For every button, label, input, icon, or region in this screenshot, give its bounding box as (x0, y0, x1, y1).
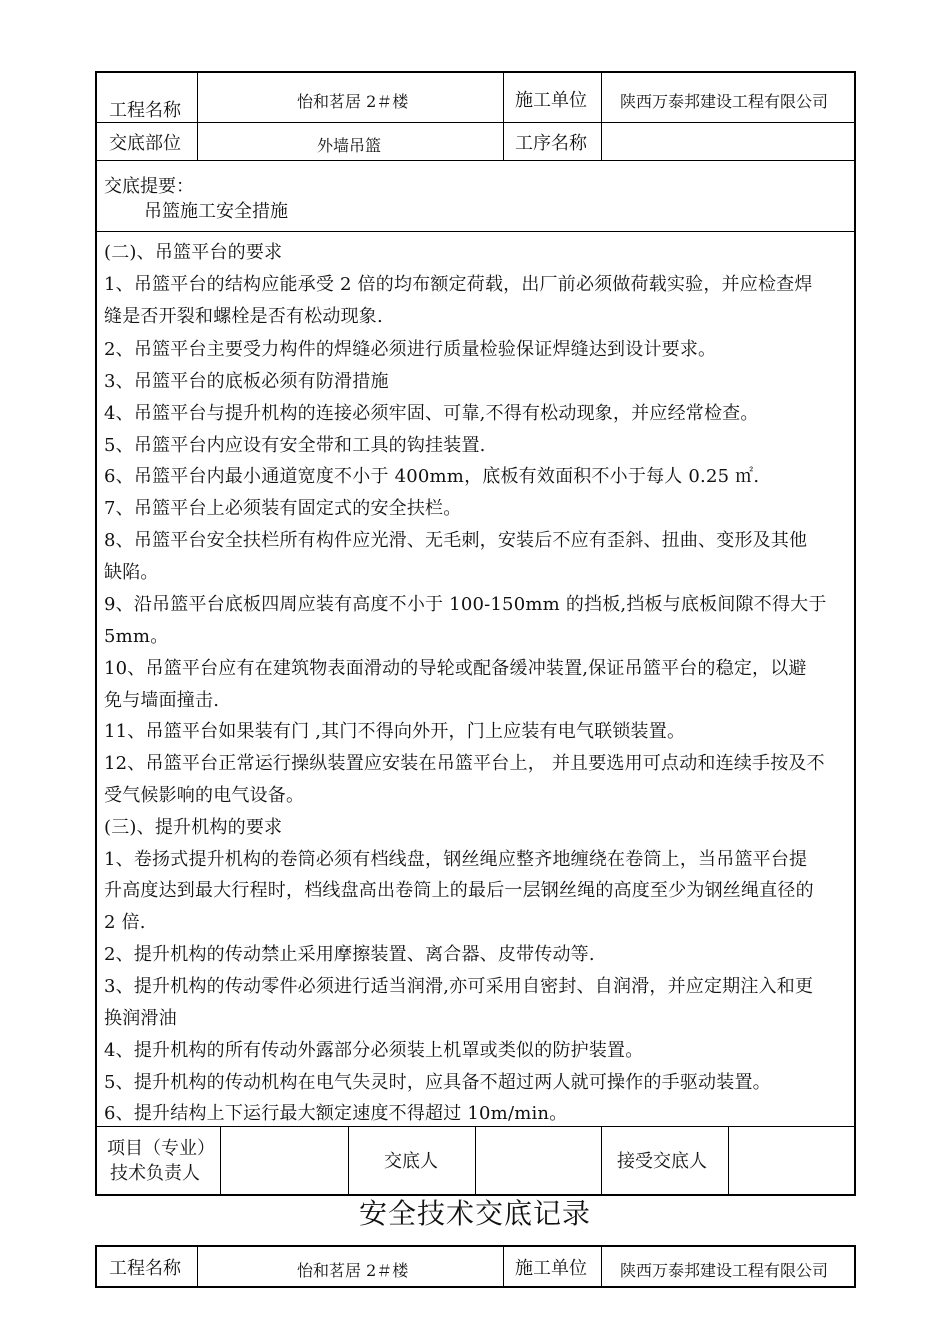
next-project-name-label: 工程名称 (109, 1258, 181, 1279)
content-line: 升高度达到最大行程时，档线盘高出卷筒上的最后一层钢丝绳的高度至少为钢丝绳直径的 (104, 880, 814, 901)
construction-unit-value: 陕西万泰邦建设工程有限公司 (620, 92, 829, 111)
content-line: 1、吊篮平台的结构应能承受 2 倍的均布额定荷载，出厂前必须做荷载实验，并应检查焊 (104, 274, 813, 295)
content-line: 缺陷。 (104, 562, 159, 583)
col-divider (503, 1246, 504, 1287)
content-line: 12、吊篮平台正常运行操纵装置应安装在吊篮平台上， 并且要选用可点动和连续手按及不 (104, 753, 825, 774)
col-divider (601, 1127, 602, 1195)
location-label: 交底部位 (109, 133, 181, 154)
row-divider (96, 122, 855, 123)
content-line: 3、提升机构的传动零件必须进行适当润滑,亦可采用自密封、自润滑，并应定期注入和更 (104, 976, 814, 997)
content-line: 6、吊篮平台内最小通道宽度不小于 400mm，底板有效面积不小于每人 0.25 ㎡. (104, 466, 760, 487)
summary-label: 交底提要： (104, 176, 194, 197)
content-line: 2 倍. (104, 912, 146, 933)
col-divider (475, 1127, 476, 1195)
summary-text: 吊篮施工安全措施 (144, 201, 288, 222)
content-line: 7、吊篮平台上必须装有固定式的安全扶栏。 (104, 498, 462, 519)
content-line: 4、吊篮平台与提升机构的连接必须牢固、可靠,不得有松动现象，并应经常检查。 (104, 403, 759, 424)
col-divider (728, 1127, 729, 1195)
location-value: 外墙吊篮 (317, 136, 382, 155)
page-title: 安全技术交底记录 (358, 1197, 591, 1230)
recipient-label: 接受交底人 (617, 1151, 707, 1172)
content-line: 免与墙面撞击. (104, 690, 220, 711)
col-divider (197, 1246, 198, 1287)
content-line: (二)、吊篮平台的要求 (104, 242, 283, 263)
content-line: 1、卷扬式提升机构的卷筒必须有档线盘，钢丝绳应整齐地缠绕在卷筒上，当吊篮平台提 (104, 849, 808, 870)
content-line: (三)、提升机构的要求 (104, 817, 283, 838)
process-label: 工序名称 (515, 133, 587, 154)
row-divider (96, 231, 855, 232)
col-divider (503, 72, 504, 160)
content-line: 5mm。 (104, 626, 169, 647)
col-divider (348, 1127, 349, 1195)
col-divider (197, 72, 198, 160)
discloser-label: 交底人 (384, 1151, 438, 1172)
next-construction-unit-value: 陕西万泰邦建设工程有限公司 (620, 1261, 829, 1280)
col-divider (220, 1127, 221, 1195)
tech-lead-label-line2: 技术负责人 (110, 1163, 200, 1184)
content-line: 6、提升结构上下运行最大额定速度不得超过 10m/min。 (104, 1103, 568, 1124)
construction-unit-label: 施工单位 (515, 90, 587, 111)
next-construction-unit-label: 施工单位 (515, 1258, 587, 1279)
tech-lead-label-line1: 项目（专业） (107, 1138, 215, 1159)
content-line: 缝是否开裂和螺栓是否有松动现象. (104, 306, 383, 327)
content-line: 2、提升机构的传动禁止采用摩擦装置、离合器、皮带传动等. (104, 944, 595, 965)
content-line: 8、吊篮平台安全扶栏所有构件应光滑、无毛刺，安装后不应有歪斜、扭曲、变形及其他 (104, 530, 808, 551)
content-line: 4、提升机构的所有传动外露部分必须装上机罩或类似的防护装置。 (104, 1040, 644, 1061)
project-name-value: 怡和茗居 2＃楼 (297, 92, 409, 111)
content-line: 2、吊篮平台主要受力构件的焊缝必须进行质量检验保证焊缝达到设计要求。 (104, 339, 717, 360)
col-divider (601, 72, 602, 160)
content-line: 5、吊篮平台内应设有安全带和工具的钩挂装置. (104, 435, 486, 456)
next-project-name-value: 怡和茗居 2＃楼 (297, 1261, 409, 1280)
content-line: 10、吊篮平台应有在建筑物表面滑动的导轮或配备缓冲装置,保证吊篮平台的稳定，以避 (104, 658, 807, 679)
project-name-label: 工程名称 (109, 100, 181, 121)
row-divider (96, 160, 855, 161)
content-line: 9、沿吊篮平台底板四周应装有高度不小于 100-150mm 的挡板,挡板与底板间隙不得大于 (104, 594, 827, 615)
col-divider (601, 1246, 602, 1287)
content-line: 换润滑油 (104, 1008, 177, 1029)
content-line: 5、提升机构的传动机构在电气失灵时，应具备不超过两人就可操作的手驱动装置。 (104, 1072, 771, 1093)
content-line: 受气候影响的电气设备。 (104, 785, 305, 806)
content-line: 3、吊篮平台的底板必须有防滑措施 (104, 371, 389, 392)
content-line: 11、吊篮平台如果装有门 ,其门不得向外开，门上应装有电气联锁装置。 (104, 721, 686, 742)
